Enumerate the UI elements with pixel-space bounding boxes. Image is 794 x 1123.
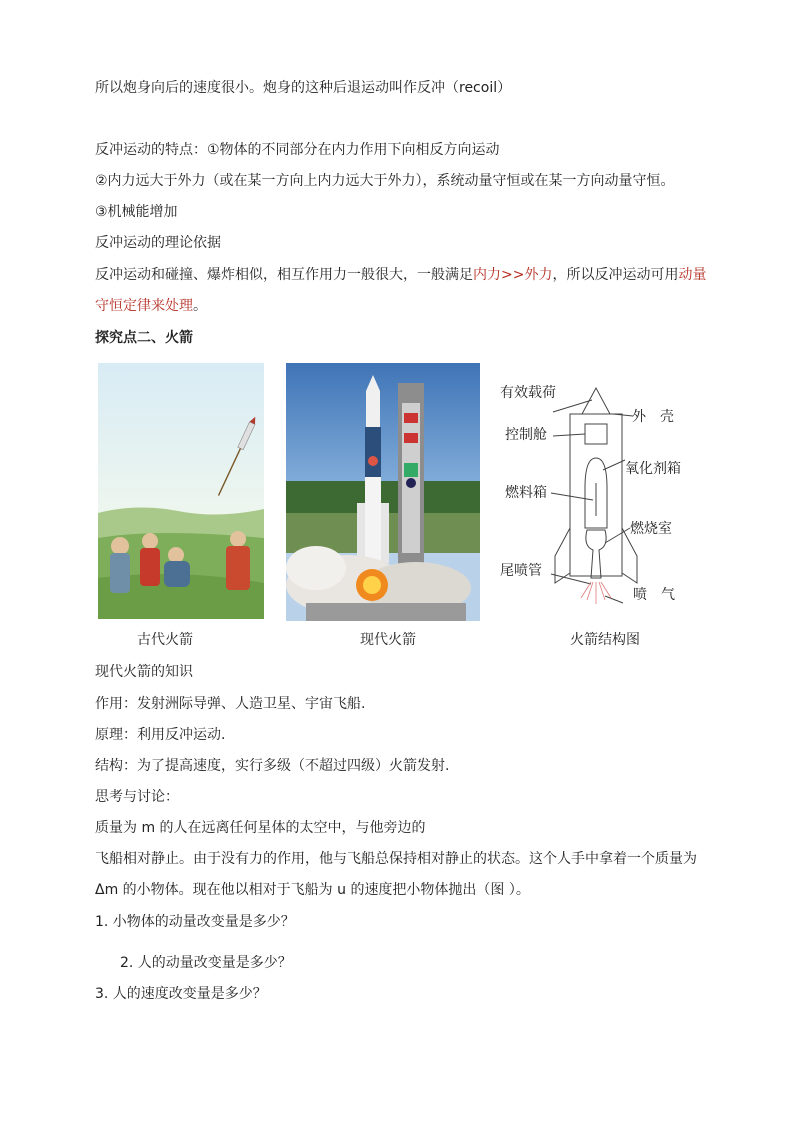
period: 。 — [193, 298, 207, 314]
caption-modern-rocket: 现代火箭 — [360, 632, 416, 648]
paragraph-problem-3: Δm 的小物体。现在他以相对于飞船为 u 的速度把小物体抛出（图 ）。 — [95, 882, 530, 898]
question-2: 2. 人的动量改变量是多少？ — [120, 955, 292, 971]
paragraph-recoil-def: 所以炮身向后的速度很小。炮身的这种后退运动叫作反冲（recoil） — [95, 80, 512, 96]
modern-rocket-image — [286, 363, 480, 621]
modern-rocket-photo — [286, 363, 480, 621]
label-control-cabin: 控制舱 — [505, 427, 547, 443]
paragraph-theory-title: 反冲运动的理论依据 — [95, 235, 221, 251]
paragraph-features: 反冲运动的特点：①物体的不同部分在内力作用下向相反方向运动 — [95, 142, 500, 158]
paragraph-discussion-title: 思考与讨论： — [95, 789, 179, 805]
paragraph-theory-body-2 — [95, 296, 207, 316]
paragraph-feature-3: ③机械能增加 — [95, 204, 178, 220]
label-exhaust: 喷 气 — [633, 587, 675, 603]
label-combustion-chamber: 燃烧室 — [630, 521, 672, 537]
rocket-structure-diagram — [495, 378, 705, 628]
paragraph-feature-2: ②内力远大于外力（或在某一方向上内力远大于外力），系统动量守恒或在某一方向动量守恒。 — [95, 173, 675, 189]
paragraph-structure: 结构：为了提高速度，实行多级（不超过四级）火箭发射. — [95, 758, 450, 774]
paragraph-function: 作用：发射洲际导弹、人造卫星、宇宙飞船. — [95, 696, 366, 712]
theory-text-a: 反冲运动和碰撞、爆炸相似，相互作用力一般很大，一般满足 — [95, 267, 473, 283]
theory-text-b: ，所以反冲运动可用 — [552, 267, 679, 283]
ancient-rocket-illustration — [98, 363, 264, 619]
highlight-momentum: 动量 — [678, 267, 707, 283]
section-heading-rocket: 探究点二、火箭 — [95, 330, 193, 346]
paragraph-problem-1: 质量为 m 的人在远离任何星体的太空中，与他旁边的 — [95, 820, 426, 836]
caption-rocket-structure: 火箭结构图 — [570, 632, 640, 648]
highlight-conservation: 守恒定律来处理 — [95, 298, 193, 314]
caption-ancient-rocket: 古代火箭 — [137, 632, 193, 648]
label-nozzle: 尾喷管 — [500, 563, 542, 579]
label-oxidizer-tank: 氧化剂箱 — [625, 461, 681, 477]
label-payload: 有效载荷 — [500, 385, 556, 401]
paragraph-principle: 原理：利用反冲运动. — [95, 727, 226, 743]
paragraph-modern-rocket-knowledge: 现代火箭的知识 — [95, 664, 193, 680]
label-shell: 外 壳 — [632, 409, 674, 425]
highlight-force: 内力>>外力 — [473, 267, 553, 283]
question-3: 3. 人的速度改变量是多少？ — [95, 986, 267, 1002]
label-fuel-tank: 燃料箱 — [505, 485, 547, 501]
question-1: 1. 小物体的动量改变量是多少？ — [95, 914, 295, 930]
paragraph-problem-2: 飞船相对静止。由于没有力的作用，他与飞船总保持相对静止的状态。这个人手中拿着一个质量为 — [95, 851, 697, 867]
paragraph-theory-body — [95, 265, 706, 285]
ancient-rocket-image — [98, 363, 264, 619]
